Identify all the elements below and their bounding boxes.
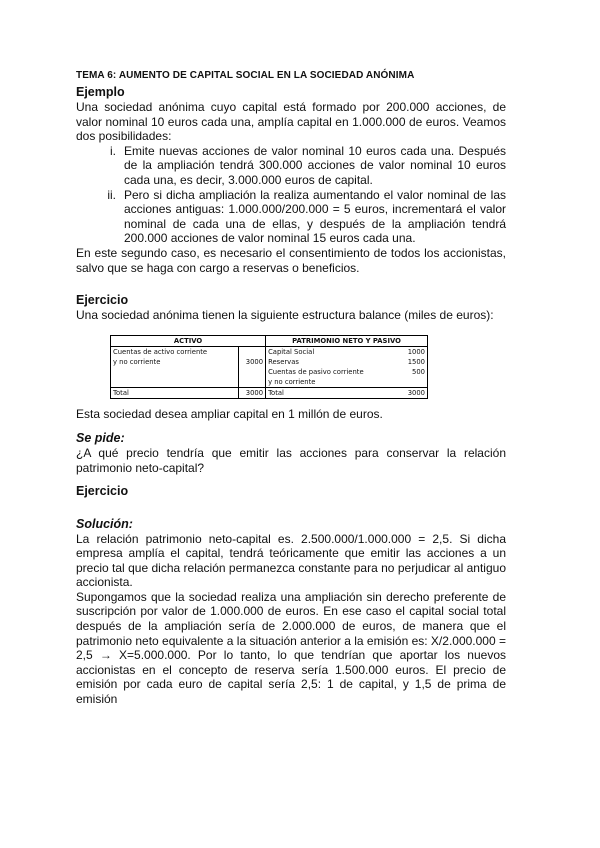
- pasivo-value: 500: [400, 367, 427, 377]
- total-label-activo: Total: [111, 387, 239, 398]
- total-value-activo: 3000: [238, 387, 265, 398]
- total-value-pasivo: 3000: [400, 387, 427, 398]
- pasivo-label: Cuentas de pasivo corriente: [268, 367, 364, 376]
- document-page: [76, 70, 506, 707]
- balance-header-pasivo: PATRIMONIO NETO Y PASIVO: [266, 335, 428, 346]
- list-item: [76, 188, 506, 246]
- se-pide-text: ¿A qué precio tendría que emitir las acciones para conservar la relación patrimonio neto-capital?: [76, 446, 506, 475]
- activo-label: y no corriente: [111, 357, 239, 367]
- ejemplo-intro: Una sociedad anónima cuyo capital está formado por 200.000 acciones, de valor nominal 10 euros cada una, amplía capital en 1.000.000 de euros. Veamos dos posibilidades:: [76, 100, 506, 144]
- solucion-paragraph-2: Supongamos que la sociedad realiza una ampliación sin derecho preferente de suscripción por valor de 1.000.000 de euros. En ese caso el capital social total después de la ampliación sería de 2.000.000 de euros, de manera que el patrimonio neto equivalente a la situación anterior a la emisión es: X/2.000.000 = 2,5 → X=5.000.000. Por lo tanto, lo que tendrían que aportar los nuevos accionistas en el concepto de reserva sería 1.500.000 euros. El precio de emisión por cada euro de capital sería 2,5: 1 de capital, y 1,5 de prima de emisión: [76, 589, 506, 707]
- solucion-paragraph-1: La relación patrimonio neto-capital es. 2.500.000/1.000.000 = 2,5. Si dicha empresa amplía el capital, tendrá teóricamente que emitir las acciones a un precio tal que dicha relación permanezca constante para no perjudicar al antiguo accionista.: [76, 531, 506, 590]
- pasivo-value: 1500: [400, 357, 427, 367]
- pasivo-label: Reservas: [268, 357, 299, 366]
- pasivo-label: y no corriente: [268, 377, 316, 386]
- ejercicio1-after-table: Esta sociedad desea ampliar capital en 1 millón de euros.: [76, 406, 383, 421]
- list-item-number: ii.: [107, 187, 116, 202]
- balance-header-activo: ACTIVO: [111, 335, 266, 346]
- ejercicio1-intro: Una sociedad anónima tienen la siguiente estructura balance (miles de euros):: [76, 308, 494, 323]
- document-title: TEMA 6: AUMENTO DE CAPITAL SOCIAL EN LA SOCIEDAD ANÓNIMA: [76, 70, 415, 81]
- pasivo-label: Capital Social: [268, 347, 315, 356]
- pasivo-value: 1000: [400, 346, 427, 357]
- solucion-label: Solución:: [76, 516, 133, 531]
- ejercicio1-heading: Ejercicio: [76, 293, 129, 308]
- pasivo-value: [400, 377, 427, 388]
- list-item: [76, 144, 506, 188]
- ejemplo-closing: En este segundo caso, es necesario el consentimiento de todos los accionistas, salvo que se haga con cargo a reservas o beneficios.: [76, 245, 506, 275]
- ejercicio2-heading: Ejercicio: [76, 483, 129, 498]
- list-item-text: Emite nuevas acciones de valor nominal 10 euros cada una. Después de la ampliación tendrá 300.000 acciones de valor nominal 10 euros cada una, es decir, 3.000.000 euros de capital.: [124, 143, 506, 187]
- balance-table: [110, 335, 428, 399]
- ejemplo-heading: Ejemplo: [76, 85, 125, 99]
- list-item-number: i.: [110, 143, 116, 158]
- activo-value: 3000: [238, 357, 265, 367]
- total-label-pasivo: Total: [266, 387, 401, 398]
- activo-label: Cuentas de activo corriente: [111, 346, 239, 357]
- se-pide-label: Se pide:: [76, 431, 125, 446]
- ejemplo-list: [76, 144, 506, 246]
- list-item-text: Pero si dicha ampliación la realiza aumentando el valor nominal de las acciones antiguas: 1.000.000/200.000 = 5 euros, incrementará el valor nominal de cada una de ellas, y después de la ampliación tendrá 200.000 acciones de valor nominal 15 euros cada una.: [124, 187, 506, 246]
